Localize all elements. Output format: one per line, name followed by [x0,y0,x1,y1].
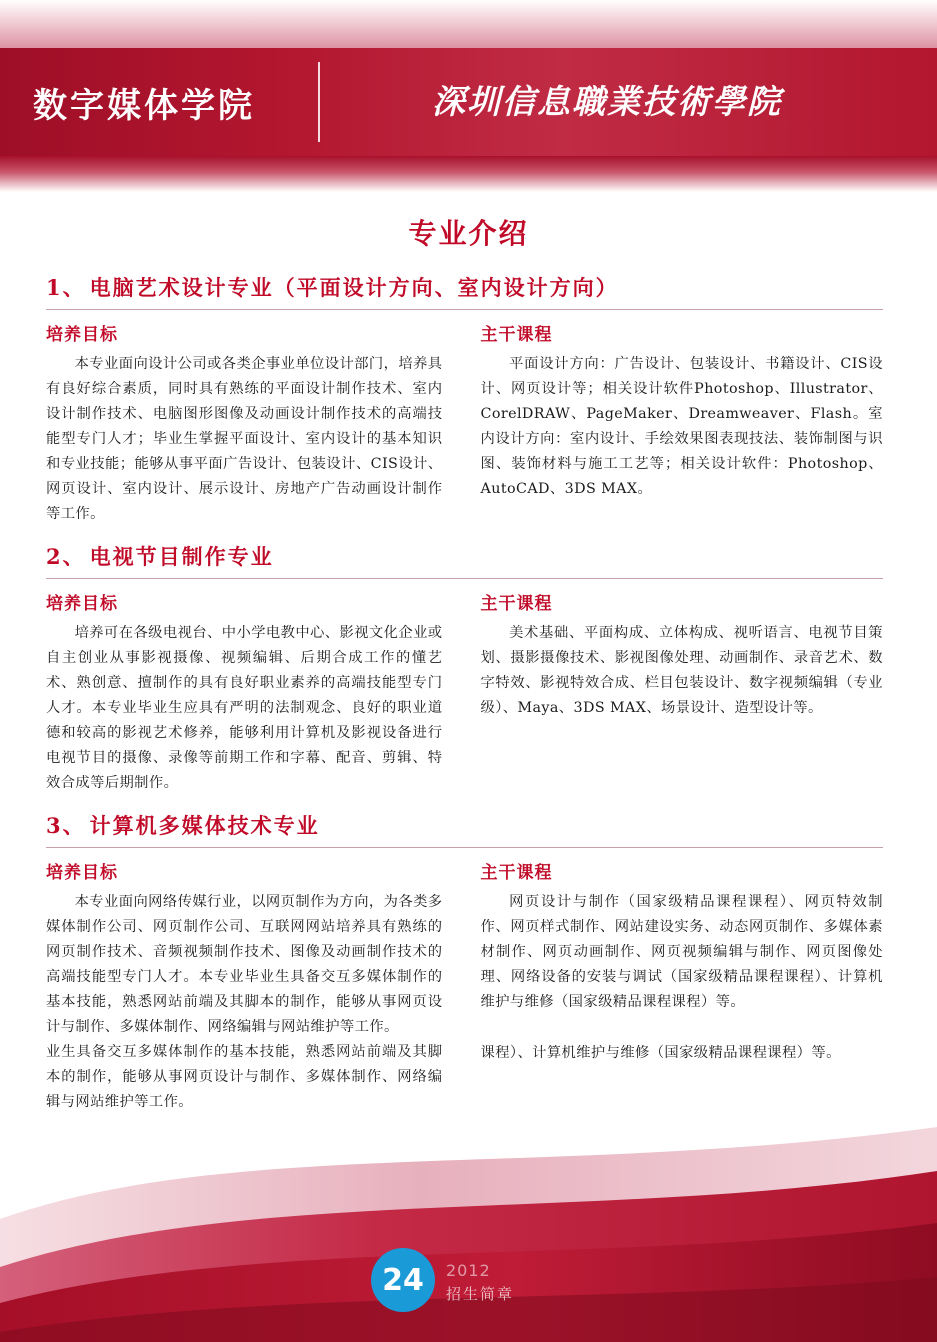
section-rule [46,847,883,848]
section-columns [46,589,883,796]
courses-text: 网页设计与制作（国家级精品课程课程）、网页特效制作、网页样式制作、网站建设实务、动态网页制作、多媒体素材制作、网页动画制作、网页视频编辑与制作、网页图像处理、网络设备的安装与调试（国家级精品课程课程）、计算机维护与维修（国家级精品课程课程）等。 [480,894,883,1010]
column-courses [465,858,884,1115]
section-columns [46,858,883,1115]
column-objective [46,589,465,796]
section-title: 电脑艺术设计专业（平面设计方向、室内设计方向） [89,275,619,300]
section-number: 3、 [46,813,86,838]
column-courses [465,320,884,527]
institute-title: 深圳信息職業技術學院 [432,82,782,121]
section-heading [46,527,883,571]
section-number: 2、 [46,544,86,569]
section-rule [46,309,883,310]
school-title: 数字媒体学院 [33,86,255,126]
header-band [0,0,937,190]
header-band-bottom-gradient [0,156,937,192]
courses-label: 主干课程 [480,863,553,883]
courses-label: 主干课程 [480,325,553,345]
column-objective [46,858,465,1115]
courses-text: 美术基础、平面构成、立体构成、视听语言、电视节目策划、摄影摄像技术、影视图像处理、动画制作、录音艺术、数字特效、影视特效合成、栏目包装设计、数字视频编辑（专业级）、Maya、3DS MAX、场景设计、造型设计等。 [480,625,883,716]
page-number-badge: 24 [371,1248,435,1312]
section-number: 1、 [46,275,86,300]
section-heading [46,258,883,302]
objective-overflow-text: 业生具备交互多媒体制作的基本技能，熟悉网站前端及其脚本的制作，能够从事网页设计与制作、多媒体制作、网络编辑与网站维护等工作。 [46,1044,443,1110]
footer-subtitle: 招生简章 [446,1285,515,1303]
objective-text: 本专业面向网络传媒行业，以网页制作为方向，为各类多媒体制作公司、网页制作公司、互联网网站培养具有熟练的网页制作技术、音频视频制作技术、图像及动画制作技术的高端技能型专门人才。本专业毕业生具备交互多媒体制作的基本技能，熟悉网站前端及其脚本的制作，能够从事网页设计与制作、多媒体制作、网络编辑与网站维护等工作。 [46,894,443,1035]
footer-decoration [0,1127,937,1342]
section-major-3 [46,796,883,1115]
objective-label: 培养目标 [46,325,118,345]
courses-overflow-text: 课程）、计算机维护与维修（国家级精品课程课程）等。 [480,1045,841,1061]
objective-label: 培养目标 [46,863,118,883]
section-rule [46,578,883,579]
section-title: 计算机多媒体技术专业 [89,813,320,838]
section-heading [46,796,883,840]
objective-label: 培养目标 [46,594,118,614]
courses-label: 主干课程 [480,594,553,614]
objective-text: 培养可在各级电视台、中小学电教中心、影视文化企业或自主创业从事影视摄像、视频编辑、后期合成工作的懂艺术、熟创意、擅制作的具有良好职业素养的高端技能型专门人才。本专业毕业生应具有严明的法制观念、良好的职业道德和较高的影视艺术修养，能够利用计算机及影视设备进行电视节目的摄像、录像等前期工作和字幕、配音、剪辑、特效合成等后期制作。 [46,625,443,791]
column-courses [465,589,884,796]
content-area [0,196,937,1115]
section-title: 电视节目制作专业 [89,544,274,569]
header-divider [318,62,320,142]
header-band-top-gradient [0,0,937,48]
courses-text: 平面设计方向：广告设计、包装设计、书籍设计、CIS设计、网页设计等；相关设计软件Photoshop、Illustrator、CorelDRAW、PageMaker、Dreamweaver、Flash。室内设计方向：室内设计、手绘效果图表现技法、装饰制图与识图、装饰材料与施工工艺等；相关设计软件：Photoshop、AutoCAD、3DS MAX。 [480,356,883,497]
footer-year: 2012 [446,1261,491,1280]
objective-text: 本专业面向设计公司或各类企事业单位设计部门，培养具有良好综合素质，同时具有熟练的平面设计制作技术、室内设计制作技术、电脑图形图像及动画设计制作技术的高端技能型专门人才；毕业生掌握平面设计、室内设计的基本知识和专业技能；能够从事平面广告设计、包装设计、CIS设计、网页设计、室内设计、展示设计、房地产广告动画设计制作等工作。 [46,356,443,522]
section-major-2 [46,527,883,796]
section-major-1 [46,258,883,527]
page-title: 专业介绍 [408,217,529,250]
column-objective [46,320,465,527]
section-columns [46,320,883,527]
